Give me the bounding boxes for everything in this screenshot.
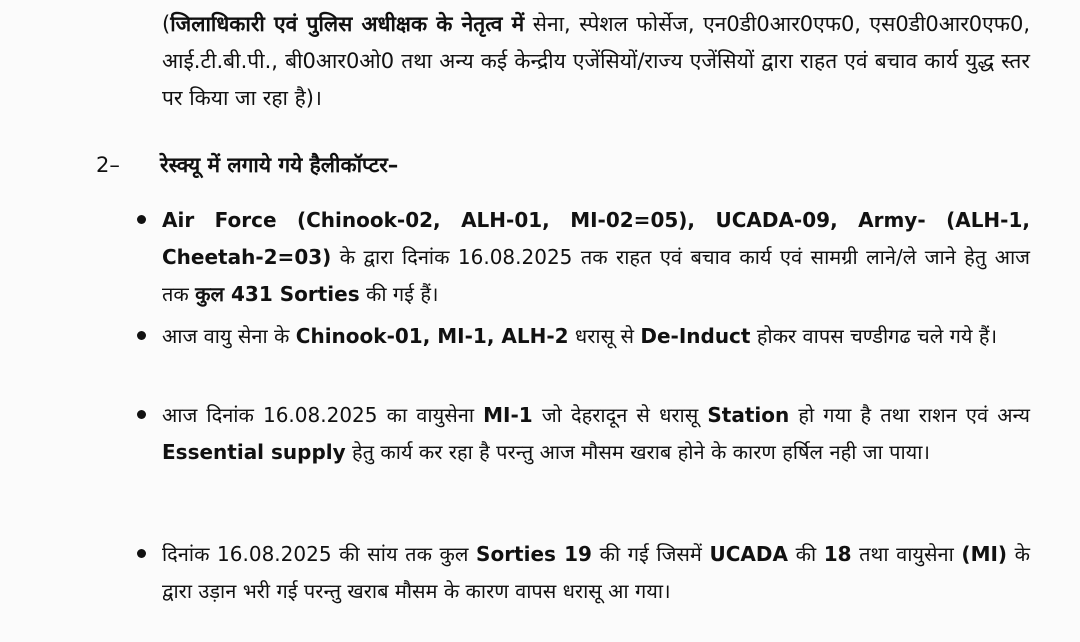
bullet-bold-text: MI-1 (483, 403, 533, 427)
bullet-text: आज दिनांक 16.08.2025 का वायुसेना (162, 403, 484, 427)
bullet-text: के द्वारा उड़ान भरी गई परन्तु खराब मौसम के कारण वापस धरासू आ गया। (162, 542, 1031, 603)
bullet-text: की गई हैं। (359, 282, 439, 306)
bullet-bold-text: (MI) (961, 542, 1008, 566)
bullet-bold-text: Essential supply (162, 440, 346, 464)
bullet-bold-text: UCADA (709, 542, 788, 566)
bullet-bold-text: Sorties 19 (476, 542, 592, 566)
bullet-bold-text: 18 (823, 542, 852, 566)
bullet-bold-text: Air Force (Chinook-02, ALH-01, MI-02=05), UCADA-09, Army- (ALH-1, Cheetah-2=03) (162, 208, 1030, 269)
bullet-text: के द्वारा दिनांक 16.08.2025 तक राहत एवं बचाव कार्य एवं सामग्री लाने/ले जाने हेतु आज तक (162, 245, 1030, 306)
section-number: 2– (96, 153, 120, 177)
bullet-bold-text: Station (707, 403, 790, 427)
bullet-text: हो गया है तथा राशन एवं अन्य (789, 403, 1031, 427)
intro-bold-phrase: जिलाधिकारी एवं पुलिस अधीक्षक के नेतृत्व में (170, 12, 525, 36)
section-heading (96, 150, 696, 180)
bullet-text: आज वायु सेना के (162, 324, 296, 348)
bullet-dot (137, 215, 146, 224)
intro-text: सेना, स्पेशल फोर्सेज, एन0डी0आर0एफ0, एस0डी0आर0एफ0, आई.टी.बी.पी., बी0आर0ओ0 तथा अन्य कई केन्द्रीय एजेंसियों/राज्य एजेंसियों द्वारा राहत एवं बचाव कार्य युद्ध स्तर पर किया जा रहा है)। (162, 12, 1030, 110)
intro-paragraph (162, 6, 1030, 117)
bullet-text: होकर वापस चण्डीगढ चले गये हैं। (750, 324, 998, 348)
bullet-text: की गई जिसमें (591, 542, 710, 566)
list-item (162, 397, 1030, 471)
bullet-dot (137, 410, 146, 419)
bullet-text: तथा वायुसेना (851, 542, 962, 566)
bullet-text: की (787, 542, 824, 566)
bullet-bold-text: De-Induct (640, 324, 751, 348)
bullet-text: जो देहरादून से धरासू (532, 403, 708, 427)
bullet-bold-text: कुल 431 Sorties (195, 282, 360, 306)
section-title: रेस्क्यू में लगाये गये हैलीकॉप्टर– (160, 153, 399, 177)
bullet-dot (137, 549, 146, 558)
intro-open-paren: ( (162, 12, 171, 36)
bullet-text: धरासू से (568, 324, 641, 348)
list-item (162, 536, 1030, 610)
list-item (162, 318, 1030, 355)
bullet-text: दिनांक 16.08.2025 की सांय तक कुल (162, 542, 477, 566)
list-item (162, 202, 1030, 313)
bullet-bold-text: Chinook-01, MI-1, ALH-2 (295, 324, 569, 348)
bullet-text: हेतु कार्य कर रहा है परन्तु आज मौसम खराब होने के कारण हर्षिल नही जा पाया। (345, 440, 931, 464)
bullet-dot (137, 331, 146, 340)
